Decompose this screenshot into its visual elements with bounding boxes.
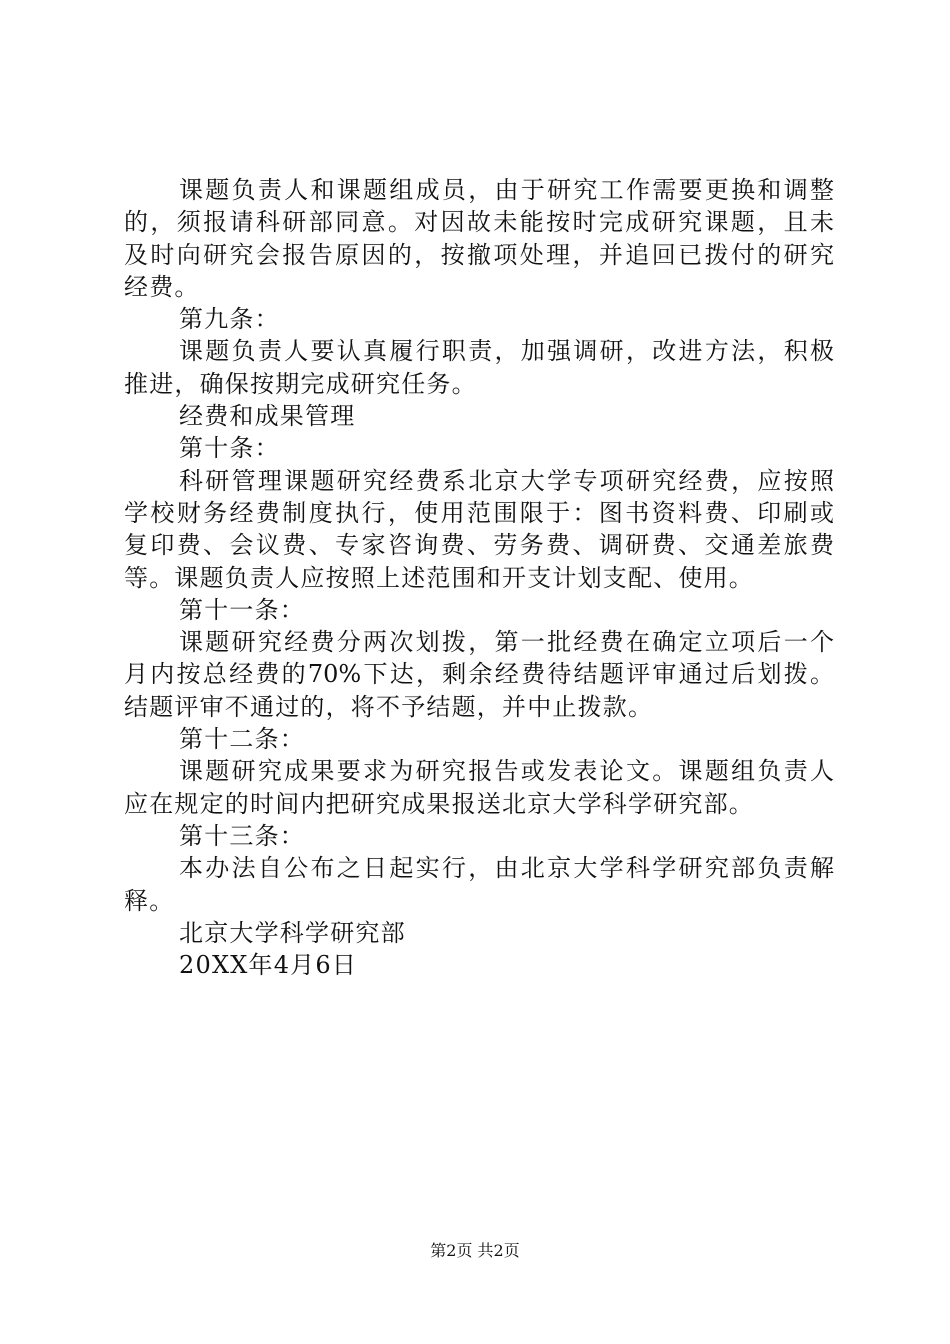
paragraph-line: 课题研究经费分两次划拨，第一批经费在确定立项后一个: [179, 628, 834, 657]
paragraph-line: 课题负责人和课题组成员，由于研究工作需要更换和调整: [179, 176, 834, 204]
paragraph-line: 的，须报请科研部同意。对因故未能按时完成研究课题，且未: [124, 208, 834, 237]
paragraph-line: 课题负责人要认真履行职责，加强调研，改进方法，积极: [179, 337, 834, 366]
signature-organization: 北京大学科学研究部: [179, 918, 406, 947]
signature-date: 20XX年4月6日: [179, 951, 358, 980]
paragraph-line: 释。: [124, 886, 175, 915]
paragraph-line: 学校财务经费制度执行，使用范围限于：图书资料费、印刷或: [124, 498, 834, 527]
paragraph-line: 及时向研究会报告原因的，按撤项处理，并追回已拨付的研究: [124, 240, 834, 269]
paragraph-line: 经费。: [124, 272, 200, 301]
paragraph-line: 课题研究成果要求为研究报告或发表论文。课题组负责人: [179, 757, 834, 786]
article-heading: 第十一条：: [179, 595, 305, 624]
paragraph-line: 推进，确保按期完成研究任务。: [124, 369, 477, 398]
paragraph-line: 等。课题负责人应按照上述范围和开支计划支配、使用。: [124, 563, 754, 592]
page-footer: 第2页 共2页: [430, 1241, 520, 1260]
paragraph-line: 结题评审不通过的，将不予结题，并中止拨款。: [124, 692, 654, 721]
paragraph-line: 复印费、会议费、专家咨询费、劳务费、调研费、交通差旅费: [124, 531, 834, 560]
paragraph-line: 本办法自公布之日起实行，由北京大学科学研究部负责解: [179, 854, 834, 883]
section-heading: 经费和成果管理: [179, 402, 356, 431]
paragraph-line: 月内按总经费的70%下达，剩余经费待结题评审通过后划拨。: [124, 660, 834, 689]
article-heading: 第十三条：: [179, 821, 305, 850]
article-heading: 第十条：: [179, 434, 280, 463]
paragraph-line: 科研管理课题研究经费系北京大学专项研究经费，应按照: [179, 466, 834, 495]
document-body: [124, 174, 834, 981]
paragraph-line: 应在规定的时间内把研究成果报送北京大学科学研究部。: [124, 789, 754, 818]
article-heading: 第十二条：: [179, 725, 305, 754]
article-heading: 第九条：: [179, 305, 280, 334]
